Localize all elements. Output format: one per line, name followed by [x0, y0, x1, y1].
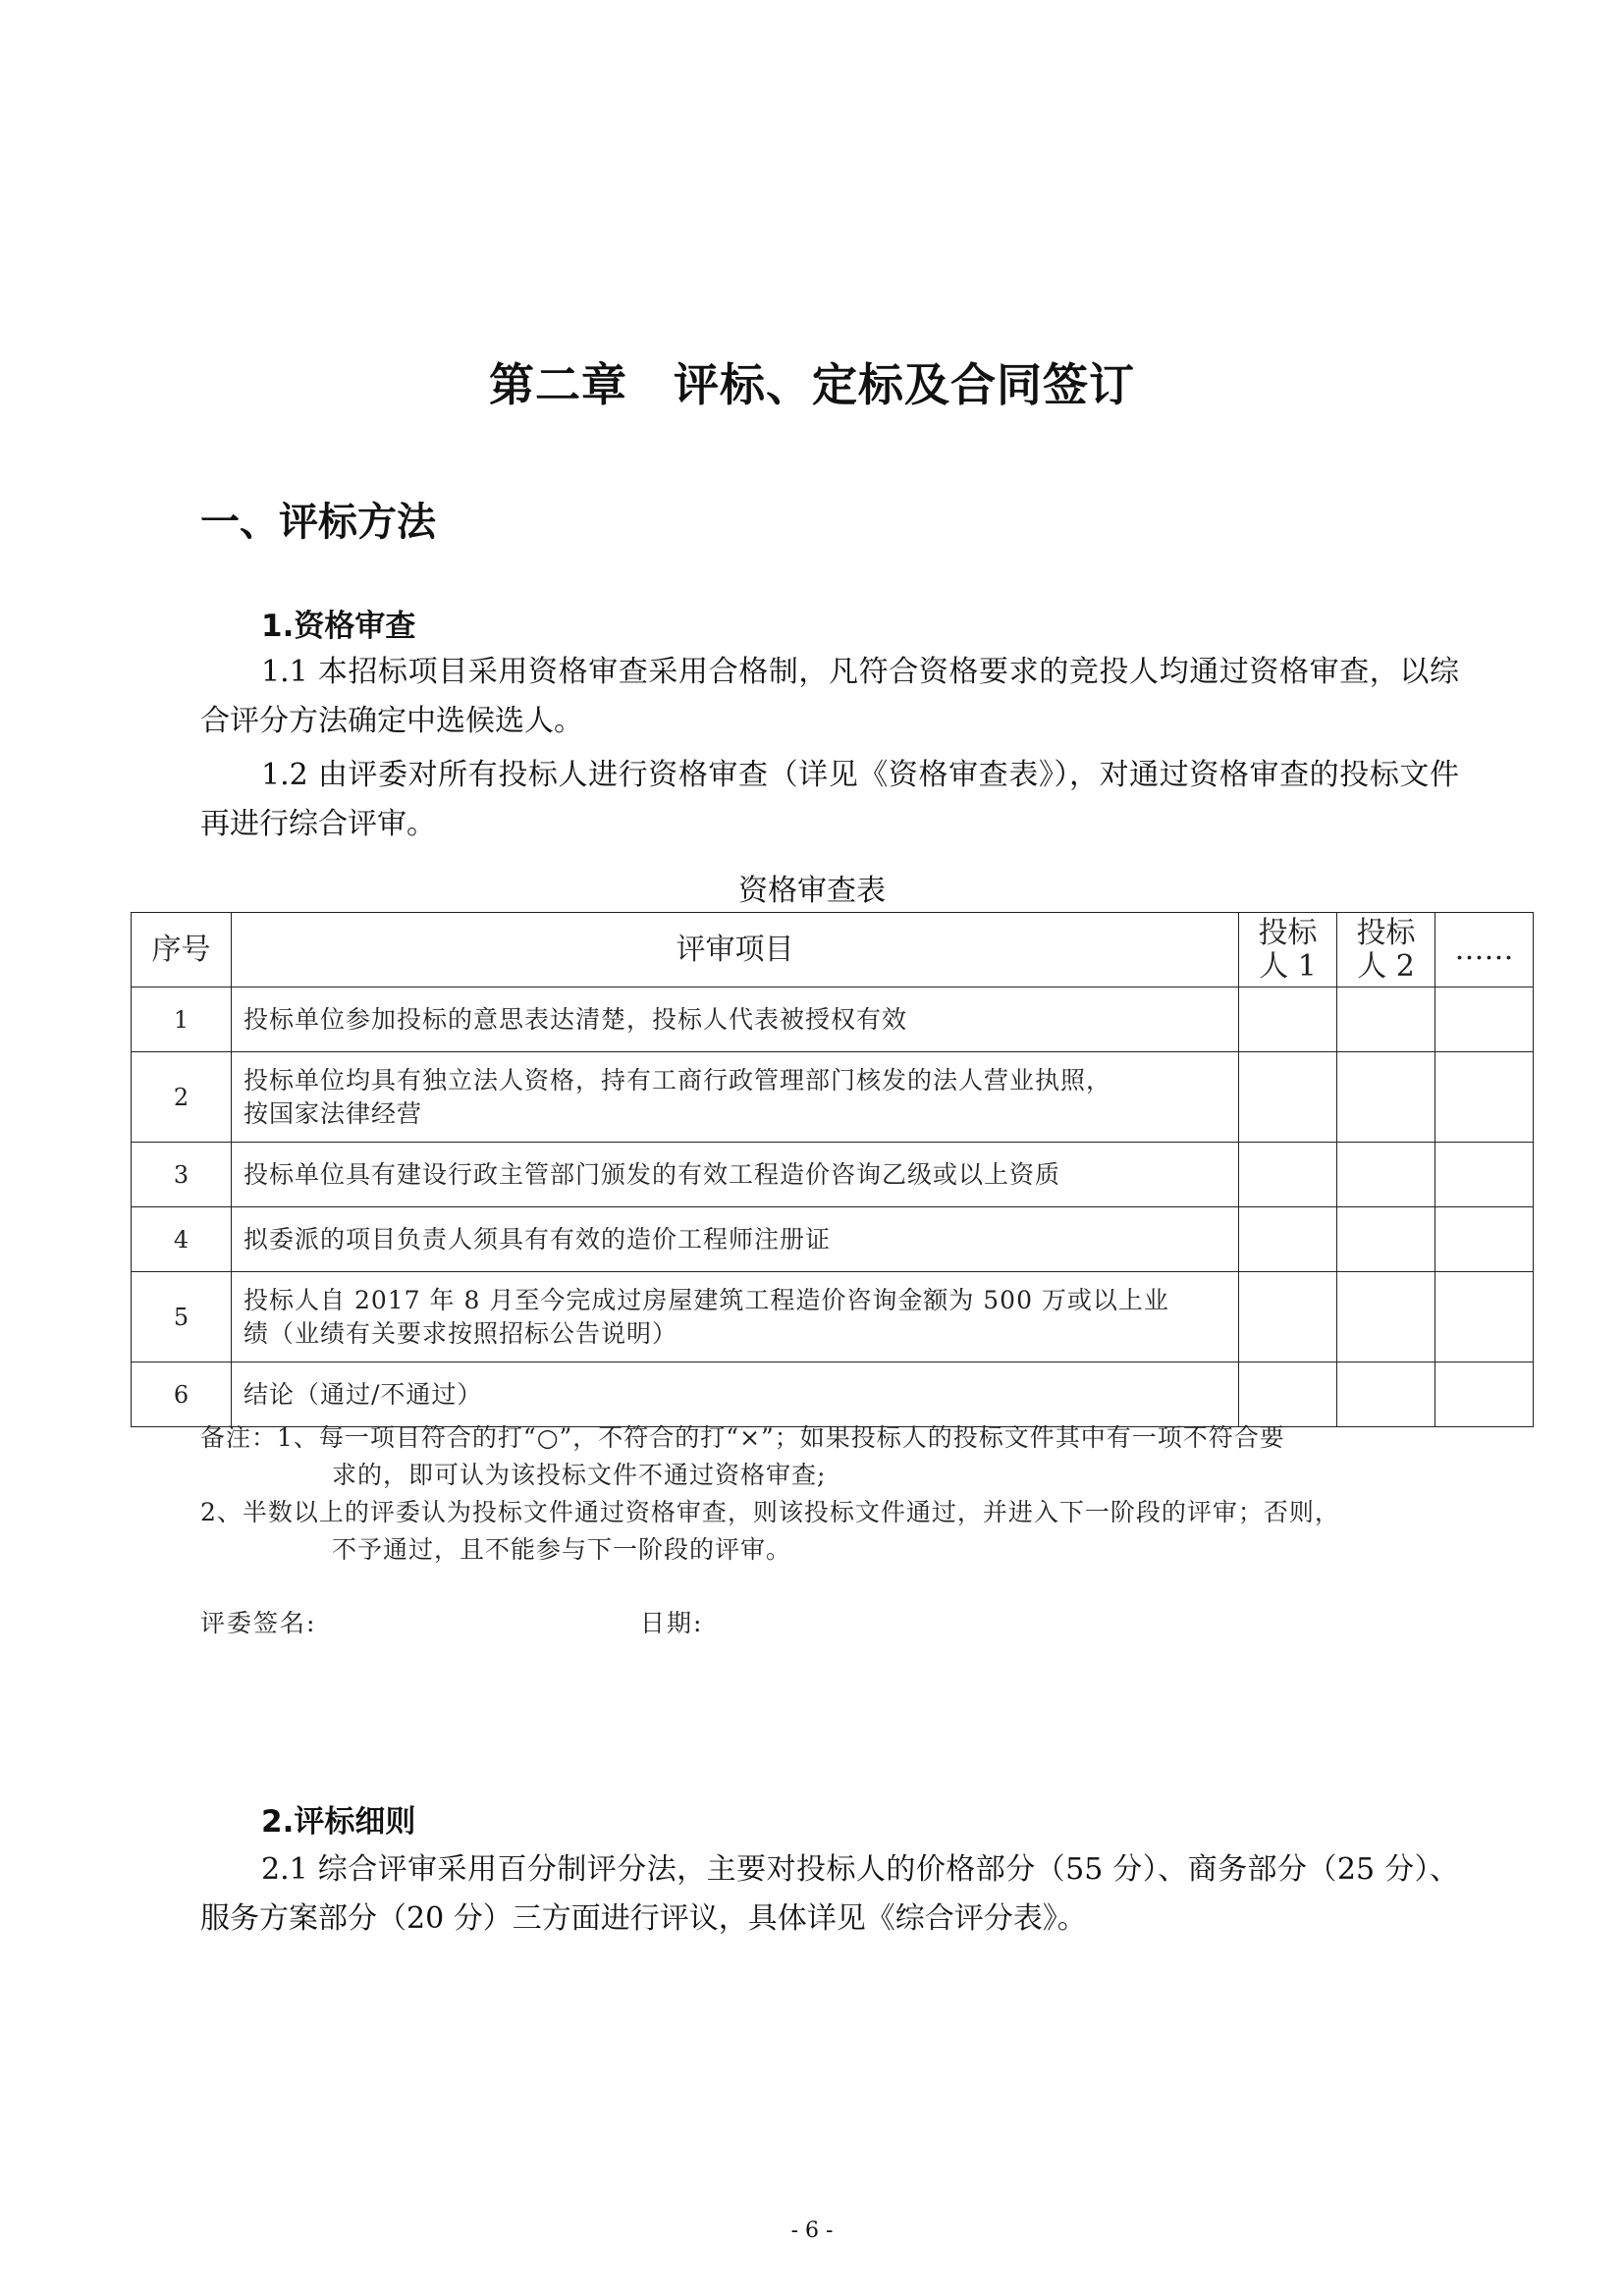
paragraph-1-1: 1.1 本招标项目采用资格审查采用合格制，凡符合资格要求的竞投人均通过资格审查，以综合评分方法确定中选候选人。 — [200, 655, 1459, 738]
table-row — [132, 1362, 1534, 1427]
row-item-line: 结论（通过/不通过） — [244, 1379, 483, 1409]
qualification-review-table — [131, 912, 1534, 1427]
row-item — [232, 1272, 1239, 1362]
header-bidder-2-line1: 投标 — [1356, 915, 1416, 950]
header-bidder-2 — [1337, 913, 1435, 988]
chapter-title: 第二章 评标、定标及合同签订 — [489, 358, 1135, 411]
bidder-2-cell — [1337, 988, 1435, 1052]
date-label: 日期: — [640, 1609, 704, 1637]
more-cell — [1435, 988, 1534, 1052]
row-item-line: 拟委派的项目负责人须具有有效的造价工程师注册证 — [244, 1224, 832, 1254]
bidder-1-cell — [1239, 1143, 1337, 1207]
row-item-line: 投标单位参加投标的意思表达清楚，投标人代表被授权有效 — [244, 1004, 908, 1034]
paragraph-1-2: 1.2 由评委对所有投标人进行资格审查（详见《资格审查表》），对通过资格审查的投标文件再进行综合评审。 — [200, 758, 1459, 841]
row-number: 5 — [132, 1272, 232, 1362]
row-number: 4 — [132, 1207, 232, 1272]
row-item-line: 投标单位均具有独立法人资格，持有工商行政管理部门核发的法人营业执照， — [244, 1065, 1112, 1095]
bidder-2-cell — [1337, 1272, 1435, 1362]
table-header-row — [132, 913, 1534, 988]
header-bidder-1-line2: 人 1 — [1259, 948, 1317, 984]
bidder-1-cell — [1239, 1362, 1337, 1427]
table-row — [132, 1143, 1534, 1207]
bidder-2-cell — [1337, 1052, 1435, 1143]
bidder-1-cell — [1239, 1272, 1337, 1362]
signature-row — [200, 1604, 704, 1639]
row-item-line: 投标人自 2017 年 8 月至今完成过房屋建筑工程造价咨询金额为 500 万或以上业 — [244, 1285, 1169, 1314]
header-bidder-1-line1: 投标 — [1258, 915, 1318, 950]
subsection-title-qualification: 1.资格审查 — [261, 609, 416, 644]
row-item-line: 按国家法律经营 — [244, 1098, 423, 1128]
section-title-evaluation-method: 一、评标方法 — [200, 500, 436, 545]
header-seq: 序号 — [132, 913, 232, 988]
bidder-1-cell — [1239, 988, 1337, 1052]
table-caption: 资格审查表 — [738, 874, 886, 908]
table-row — [132, 988, 1534, 1052]
row-number: 3 — [132, 1143, 232, 1207]
more-cell — [1435, 1052, 1534, 1143]
bidder-2-cell — [1337, 1207, 1435, 1272]
note-line-3: 2、半数以上的评委认为投标文件通过资格审查，则该投标文件通过，并进入下一阶段的评审；否则， — [200, 1498, 1340, 1526]
row-item-line: 投标单位具有建设行政主管部门颁发的有效工程造价咨询乙级或以上资质 — [244, 1159, 1061, 1189]
header-item: 评审项目 — [232, 913, 1239, 988]
row-item — [232, 1207, 1239, 1272]
subsection-title-evaluation-rules: 2.评标细则 — [261, 1804, 416, 1840]
row-item — [232, 1362, 1239, 1427]
paragraph-2-1: 2.1 综合评审采用百分制评分法，主要对投标人的价格部分（55 分）、商务部分（25 分）、服务方案部分（20 分）三方面进行评议，具体详见《综合评分表》。 — [200, 1852, 1459, 1936]
more-cell — [1435, 1207, 1534, 1272]
bidder-2-cell — [1337, 1362, 1435, 1427]
more-cell — [1435, 1272, 1534, 1362]
more-cell — [1435, 1143, 1534, 1207]
note-line-2: 求的，即可认为该投标文件不通过资格审查; — [332, 1461, 827, 1489]
table-row — [132, 1207, 1534, 1272]
row-number: 6 — [132, 1362, 232, 1427]
reviewer-signature-label: 评委签名: — [200, 1609, 317, 1637]
header-more: …… — [1435, 913, 1534, 988]
note-line-1: 备注：1、每一项目符合的打“○”，不符合的打“×”；如果投标人的投标文件其中有一项不符合要 — [200, 1423, 1285, 1452]
row-item — [232, 1052, 1239, 1143]
row-number: 2 — [132, 1052, 232, 1143]
table-row — [132, 1272, 1534, 1362]
row-item — [232, 1143, 1239, 1207]
row-number: 1 — [132, 988, 232, 1052]
row-item — [232, 988, 1239, 1052]
note-line-4: 不予通过，且不能参与下一阶段的评审。 — [332, 1535, 792, 1564]
bidder-1-cell — [1239, 1207, 1337, 1272]
more-cell — [1435, 1362, 1534, 1427]
table-notes — [200, 1419, 1487, 1569]
header-bidder-2-line2: 人 2 — [1357, 948, 1415, 984]
row-item-line: 绩（业绩有关要求按照招标公告说明） — [244, 1318, 678, 1348]
bidder-2-cell — [1337, 1143, 1435, 1207]
bidder-1-cell — [1239, 1052, 1337, 1143]
page-number: - 6 - — [790, 2218, 834, 2243]
table-row — [132, 1052, 1534, 1143]
header-bidder-1 — [1239, 913, 1337, 988]
